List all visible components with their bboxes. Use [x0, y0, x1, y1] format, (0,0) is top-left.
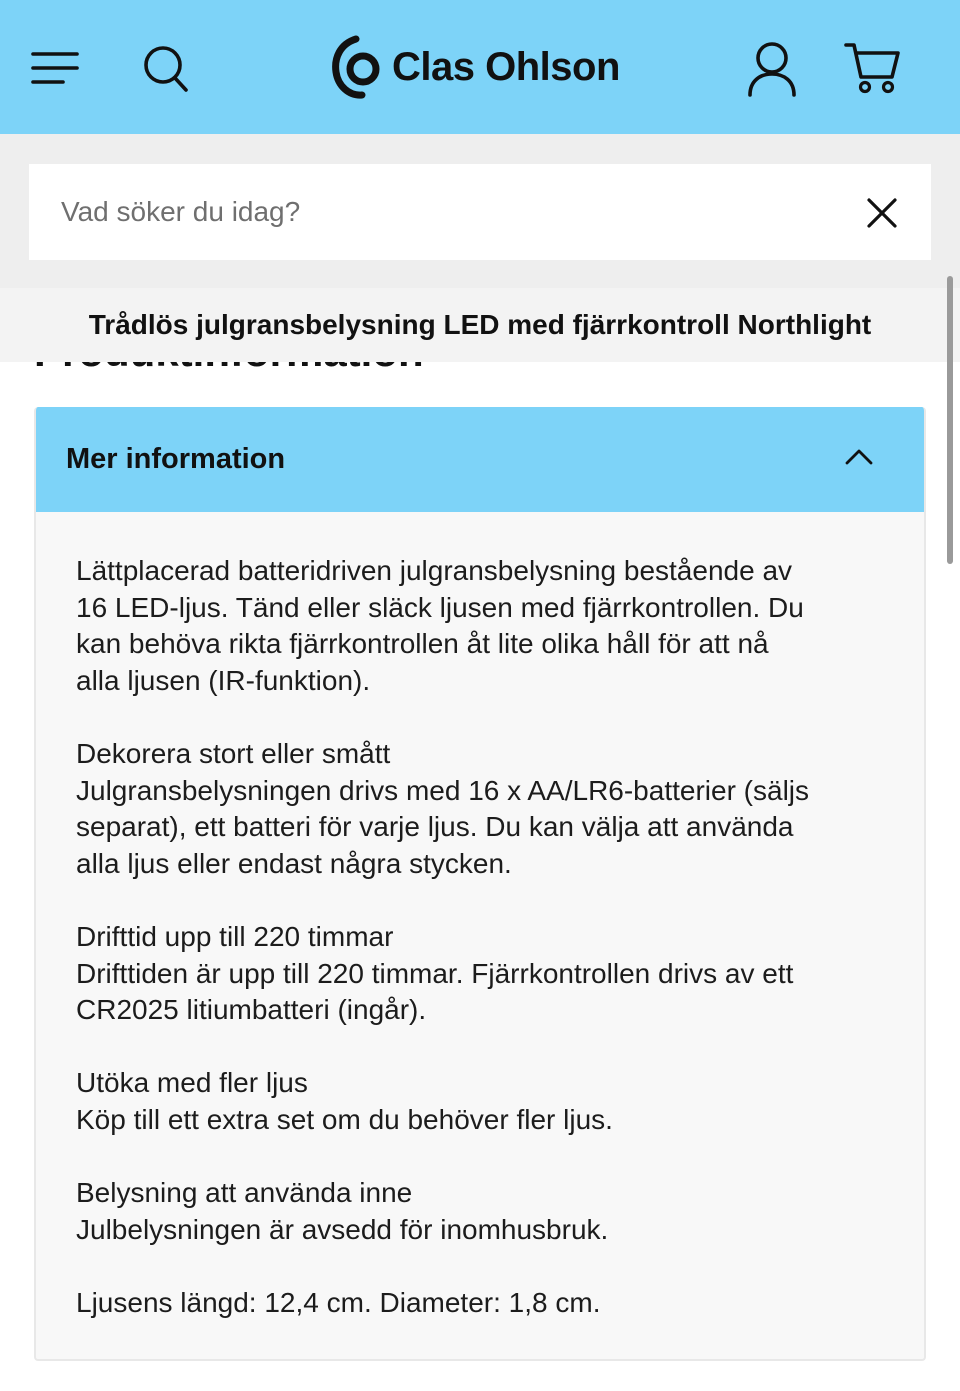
search-box	[29, 164, 931, 260]
info-subheading: Utöka med fler ljus	[76, 1067, 308, 1099]
search-bar-area	[0, 134, 960, 288]
accordion-title: Mer information	[66, 443, 286, 475]
header-search-button[interactable]	[140, 42, 192, 96]
info-subheading: Drifttid upp till 220 timmar	[76, 920, 394, 952]
chevron-up-icon	[844, 445, 874, 467]
site-header	[0, 0, 960, 134]
info-paragraph	[76, 1285, 896, 1322]
cart-button[interactable]	[842, 40, 904, 96]
more-info-accordion	[34, 407, 926, 1361]
info-line: Ljusens längd: 12,4 cm. Diameter: 1,8 cm.	[76, 1286, 601, 1318]
info-subheading: Dekorera stort eller smått	[76, 737, 391, 769]
accordion-body	[76, 553, 896, 1358]
info-line: kan behöva rikta fjärrkontrollen åt lite olika håll för att nå	[76, 628, 769, 660]
info-line: Julbelysningen är avsedd för inomhusbruk.	[76, 1213, 609, 1245]
search-icon	[143, 45, 189, 93]
clear-search-button[interactable]	[863, 194, 901, 232]
info-line: alla ljusen (IR-funktion).	[76, 664, 371, 696]
info-paragraph	[76, 553, 896, 699]
product-title: Trådlös julgransbelysning LED med fjärrkontroll Northlight	[88, 309, 872, 340]
account-button[interactable]	[744, 40, 800, 98]
brand-name: Clas Ohlson	[392, 44, 620, 89]
hamburger-menu-icon	[30, 50, 80, 86]
info-line: separat), ett batteri för varje ljus. Du kan välja att använda	[76, 811, 794, 843]
sticky-product-title	[0, 288, 960, 362]
accordion-header[interactable]	[34, 407, 926, 512]
info-line: alla ljus eller endast några stycken.	[76, 847, 512, 879]
info-line: Köp till ett extra set om du behöver fler ljus.	[76, 1103, 613, 1135]
info-line: CR2025 litiumbatteri (ingår).	[76, 994, 427, 1026]
info-paragraph	[76, 919, 896, 1029]
search-input[interactable]	[61, 182, 821, 242]
menu-button[interactable]	[28, 44, 82, 92]
info-line: 16 LED-ljus. Tänd eller släck ljusen med fjärrkontrollen. Du	[76, 591, 804, 623]
info-line: Lättplacerad batteridriven julgransbelysning bestående av	[76, 555, 793, 586]
info-paragraph	[76, 736, 896, 882]
info-paragraph	[76, 1175, 896, 1248]
info-subheading: Belysning att använda inne	[76, 1177, 413, 1209]
cart-icon	[844, 41, 902, 95]
page-scrollbar[interactable]	[947, 276, 953, 564]
clas-ohlson-logo-icon	[332, 34, 382, 100]
close-icon	[866, 197, 898, 229]
info-line: Julgransbelysningen drivs med 16 x AA/LR6-batterier (säljs	[76, 774, 810, 806]
brand-logo[interactable]	[332, 34, 620, 100]
account-icon	[746, 41, 798, 97]
info-paragraph	[76, 1065, 896, 1138]
info-line: Drifttiden är upp till 220 timmar. Fjärrkontrollen drivs av ett	[76, 957, 794, 989]
